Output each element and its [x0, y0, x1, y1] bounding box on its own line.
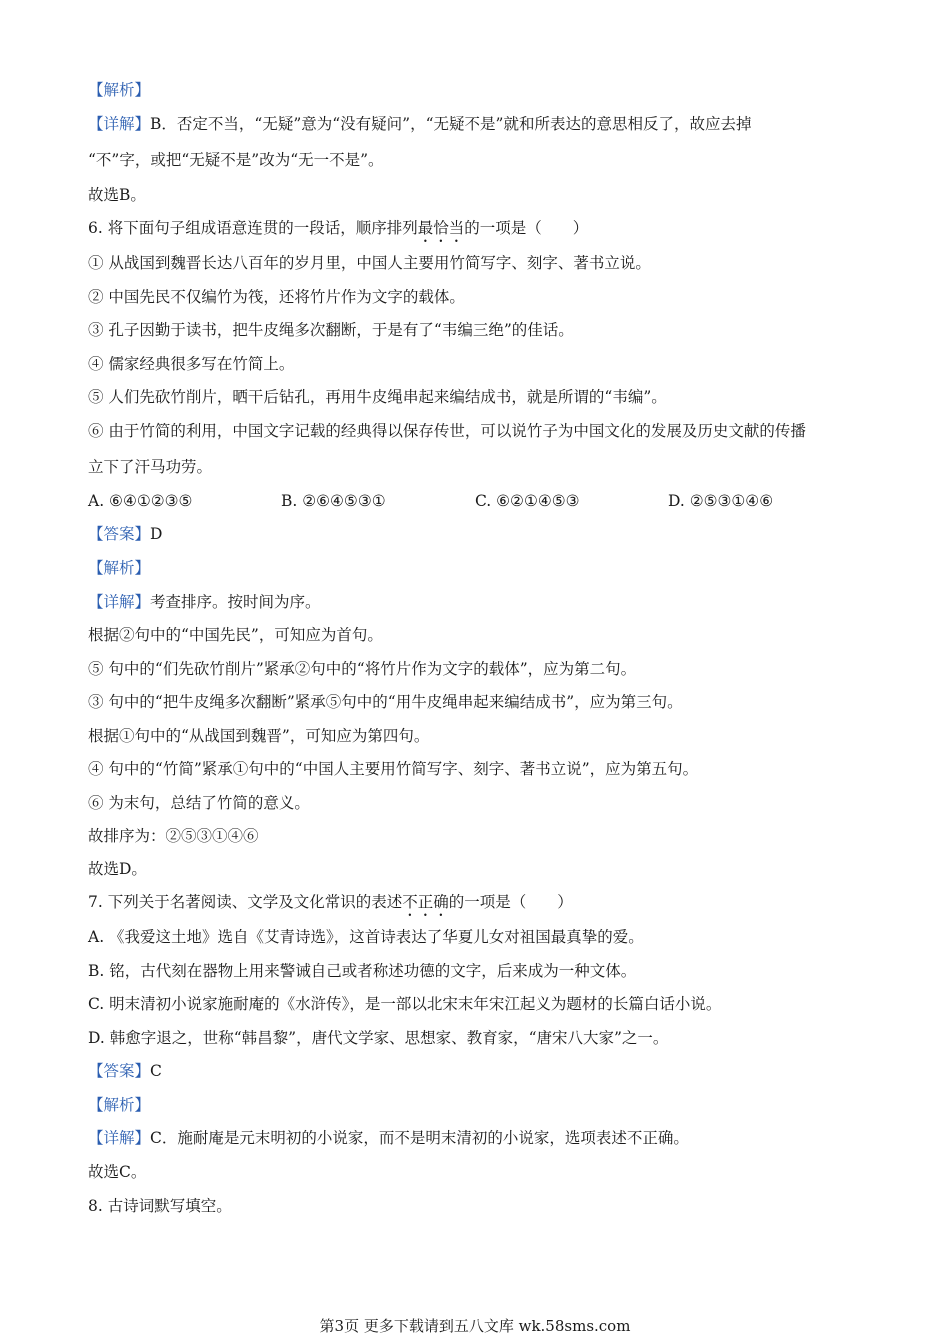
q7-option-c: C. 明末清初小说家施耐庵的《水浒传》，是一部以北宋末年宋江起义为题材的长篇白话小说。 — [88, 995, 722, 1013]
q6-explain-4: 根据①句中的“从战国到魏晋”，可知应为第四句。 — [88, 727, 430, 745]
q5-detail: 【详解】B．否定不当，“无疑”意为“没有疑问”，“无疑不是”就和所表达的意思相反了，故应去掉 — [88, 115, 752, 133]
q7-stem: 7. 下列关于名著阅读、文学及文化常识的表述不正确的一项是（ ） — [88, 893, 573, 911]
q6-order: 故排序为：②⑤③①④⑥ — [88, 827, 259, 845]
q6-explain-2: ⑤ 句中的“们先砍竹削片”紧承②句中的“将竹片作为文字的载体”，应为第二句。 — [88, 660, 637, 678]
q6-sentence-6-cont: 立下了汗马功劳。 — [88, 458, 213, 476]
q6-sentence-1: ① 从战国到魏晋长达八百年的岁月里，中国人主要用竹简写字、刻字、著书立说。 — [88, 254, 651, 272]
q6-analysis-tag: 【解析】 — [88, 559, 151, 577]
q7-analysis-tag: 【解析】 — [88, 1096, 151, 1114]
q7-option-a: A. 《我爱这土地》选自《艾青诗选》，这首诗表达了华夏儿女对祖国最真挚的爱。 — [88, 928, 644, 946]
q6-explain-3: ③ 句中的“把牛皮绳多次翻断”紧承⑤句中的“用牛皮绳串起来编结成书”，应为第三句。 — [88, 693, 683, 711]
page-footer: 第3页 更多下载请到五八文库 wk.58sms.com — [319, 1317, 631, 1335]
q6-sentence-5: ⑤ 人们先砍竹削片，晒干后钻孔，再用牛皮绳串起来编结成书，就是所谓的“韦编”。 — [88, 388, 667, 406]
q6-sentence-6: ⑥ 由于竹简的利用，中国文字记载的经典得以保存传世，可以说竹子为中国文化的发展及历史文献的传播 — [88, 422, 806, 440]
q6-option-a: A. ⑥④①②③⑤ — [88, 492, 193, 510]
q7-detail: 【详解】C．施耐庵是元末明初的小说家，而不是明末清初的小说家，选项表述不正确。 — [88, 1129, 689, 1147]
q7-option-b: B. 铭，古代刻在器物上用来警诫自己或者称述功德的文字，后来成为一种文体。 — [88, 962, 637, 980]
q7-answer: 【答案】C — [88, 1062, 162, 1080]
q6-sentence-2: ② 中国先民不仅编竹为筏，还将竹片作为文字的载体。 — [88, 288, 465, 306]
q7-choose: 故选C。 — [88, 1163, 147, 1181]
q6-sentence-4: ④ 儒家经典很多写在竹简上。 — [88, 355, 295, 373]
q6-explain-1: 根据②句中的“中国先民”，可知应为首句。 — [88, 626, 383, 644]
q5-detail-cont: “不”字，或把“无疑不是”改为“无一不是”。 — [88, 151, 384, 169]
q5-choose: 故选B。 — [88, 186, 146, 204]
q6-detail: 【详解】考查排序。按时间为序。 — [88, 593, 321, 611]
q6-answer: 【答案】D — [88, 525, 163, 543]
analysis-tag: 【解析】 — [88, 81, 151, 99]
q6-option-c: C. ⑥②①④⑤③ — [475, 492, 580, 510]
q6-explain-5: ④ 句中的“竹简”紧承①句中的“中国人主要用竹简写字、刻字、著书立说”，应为第五句。 — [88, 760, 699, 778]
q6-option-b: B. ②⑥④⑤③① — [281, 492, 386, 510]
q6-choose: 故选D。 — [88, 860, 147, 878]
q8-stem: 8. 古诗词默写填空。 — [88, 1197, 232, 1215]
q6-explain-6: ⑥ 为末句，总结了竹简的意义。 — [88, 794, 310, 812]
q7-option-d: D. 韩愈字退之，世称“韩昌黎”，唐代文学家、思想家、教育家，“唐宋八大家”之一。 — [88, 1029, 669, 1047]
q6-option-d: D. ②⑤③①④⑥ — [668, 492, 774, 510]
q6-sentence-3: ③ 孔子因勤于读书，把牛皮绳多次翻断，于是有了“韦编三绝”的佳话。 — [88, 321, 574, 339]
q6-stem: 6. 将下面句子组成语意连贯的一段话，顺序排列最恰当的一项是（ ） — [88, 219, 589, 237]
